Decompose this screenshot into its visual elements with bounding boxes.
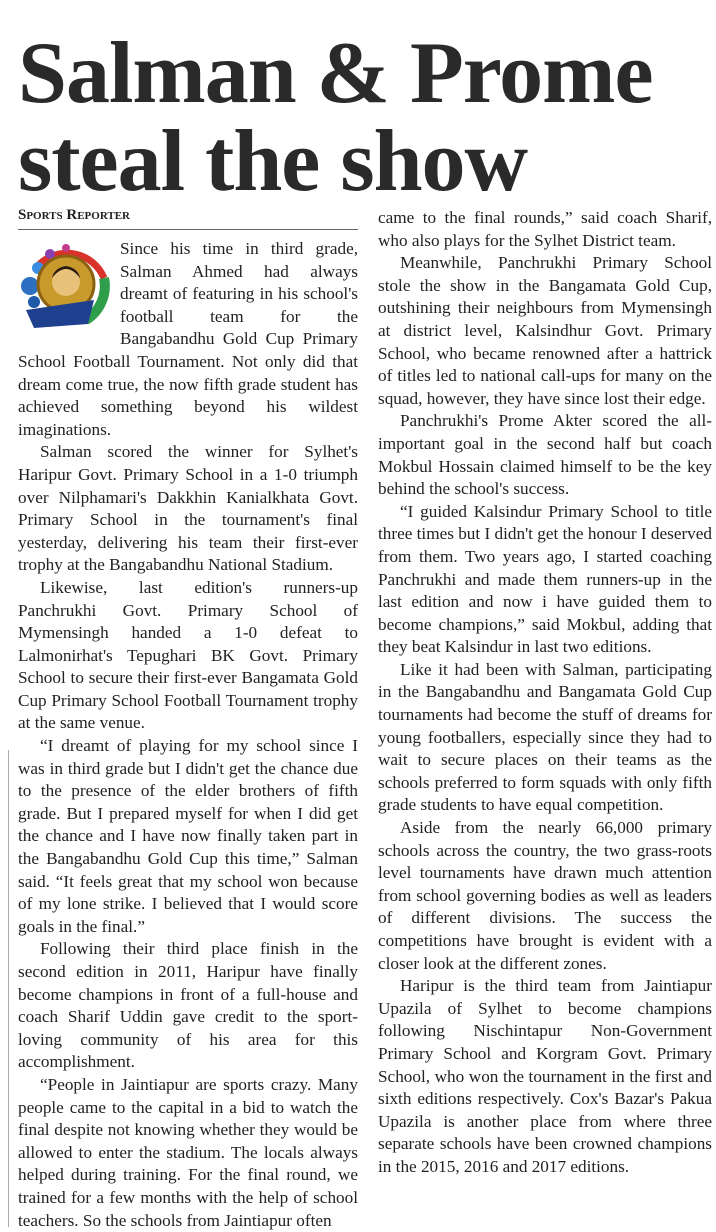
paragraph: Aside from the nearly 66,000 primary schools across the country, the two grass-roots level tournaments have drawn much attention from school governing bodies as well as leaders of different divisions. The success the competitions have brought is evident with a closer look at the different zones. (378, 818, 712, 973)
paragraph: Meanwhile, Panchrukhi Primary School stole the show in the Bangamata Gold Cup, outshining their neighbours from Mymensingh at district level, Kalsindhur Govt. Primary School, who became renowned after a hattrick of titles led to national call-ups for many on the squad, however, they have since lost their edge. (378, 253, 712, 408)
paragraph: Likewise, last edition's runners-up Panchrukhi Govt. Primary School of Mymensingh handed a 1-0 defeat to Lalmonirhat's Tepughari BK Govt. Primary School to secure their first-ever Bangamata Gold Cup Primary School Football Tournament trophy at the same venue. (18, 577, 358, 733)
paragraph: Following their third place finish in the second edition in 2011, Haripur have finally become champions in front of a full-house and coach Sharif Uddin gave credit to the sport-loving community of his area for this accomplishment. (18, 939, 358, 1072)
paragraph: “People in Jaintiapur are sports crazy. Many people came to the capital in a bid to watch the final despite not knowing whether they would be allowed to enter the stadium. The locals always helped during training. For the final round, we trained for a few months with the help of school teachers. So the schools from Jaintiapur often (18, 1074, 358, 1230)
headline-line-1: Salman & Prome (18, 25, 653, 122)
paragraph: “I guided Kalsindur Primary School to title three times but I didn't get the honour I deserved from them. Two years ago, I started coaching Panchrukhi and made them runners-up in the last edition and now i have guided them to become champions,” said Mokbul, adding that they beat Kalsindur in last two editions. (378, 501, 712, 657)
byline-divider (18, 229, 358, 230)
headline (18, 25, 653, 210)
paragraph: Salman scored the winner for Sylhet's Haripur Govt. Primary School in a 1-0 triumph over Nilphamari's Dakkhin Kanialkhata Govt. Primary School in the tournament's final yesterday, delivering his team their first-ever trophy at the Bangabandhu National Stadium. (18, 442, 358, 575)
article-column-2 (378, 207, 712, 1179)
paragraph: came to the final rounds,” said coach Sharif, who also plays for the Sylhet District team. (378, 208, 712, 250)
paragraph: Since his time in third grade, Salman Ahmed had always dreamt of featuring in his school's football team for the Bangabandhu Gold Cup Primary School Football Tournament. Not only did that dream come true, the now fifth grade student has achieved something beyond his wildest imaginations. (18, 239, 358, 439)
paragraph: Panchrukhi's Prome Akter scored the all-important goal in the second half but coach Mokbul Hossain claimed himself to be the key behind the school's success. (378, 411, 712, 499)
paragraph: Haripur is the third team from Jaintiapur Upazila of Sylhet to become champions following Nischintapur Non-Government Primary School and Korgram Govt. Primary School, who won the tournament in the first and sixth editions respectively. Cox's Bazar's Pakua Upazila is another place from where three separate schools have been crowned champions in the 2015, 2016 and 2017 editions. (378, 976, 712, 1176)
margin-line (8, 750, 9, 1227)
paragraph: “I dreamt of playing for my school since I was in third grade but I didn't get the chance due to the presence of the elder brothers of fifth grade. But I prepared myself for when I did get the chance and I have now finally taken part in the Bangabandhu Gold Cup this time,” Salman said. “It feels great that my school won because of my lone strike. I believed that I would score goals in the final.” (18, 736, 358, 936)
bangamata-logo-icon (16, 238, 114, 330)
byline: Sports Reporter (18, 207, 130, 223)
headline-line-2: steal the show (18, 113, 528, 210)
article-column-1 (18, 238, 358, 1232)
paragraph: Like it had been with Salman, participating in the Bangabandhu and Bangamata Gold Cup tournaments had become the stuff of dreams for young footballers, especially since they had to wait to secure places on their teams as the schools preferred to form squads with only fifth grade students to have equal competition. (378, 659, 712, 815)
